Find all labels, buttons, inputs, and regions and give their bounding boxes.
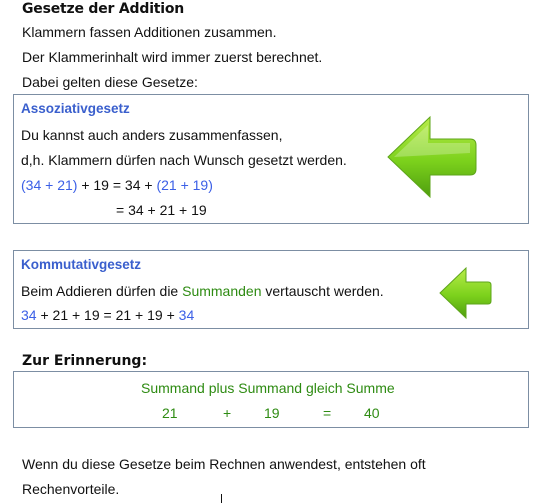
intro-line-3: Dabei gelten diese Gesetze: (22, 74, 198, 90)
text-cursor (221, 494, 222, 503)
assoziativ-line-1: Du kannst auch anders zusammenfassen, (21, 127, 283, 143)
assoziativ-line-2: d,h. Klammern dürfen nach Wunsch gesetzt werden. (21, 152, 347, 168)
page-title: Gesetze der Addition (22, 1, 185, 17)
erinnerung-heading: Zur Erinnerung: (22, 353, 148, 369)
footer-line-1: Wenn du diese Gesetze beim Rechnen anwendest, entstehen oft (22, 456, 426, 472)
erinnerung-op1: + (223, 405, 232, 421)
erinnerung-n3: 40 (364, 405, 380, 421)
erinnerung-line: Summand plus Summand gleich Summe (141, 380, 395, 396)
kommutativ-box (13, 250, 529, 329)
kommutativ-heading: Kommutativgesetz (21, 257, 142, 272)
intro-line-1: Klammern fassen Additionen zusammen. (22, 24, 277, 40)
kommutativ-34-b: 34 (178, 307, 195, 323)
kommutativ-text-a: Beim Addieren dürfen die (21, 283, 183, 299)
erinnerung-op2: = (323, 405, 332, 421)
assoziativ-box (13, 94, 529, 224)
arrow-left-icon (384, 113, 480, 199)
erinnerung-n1: 21 (162, 405, 178, 421)
kommutativ-34-a: 34 (21, 307, 37, 323)
kommutativ-line-1 (21, 283, 384, 299)
eq1-middle: + 19 = 34 + (77, 177, 157, 193)
erinnerung-n2: 19 (264, 405, 280, 421)
footer-line-2: Rechenvorteile. (22, 481, 120, 497)
intro-line-2: Der Klammerinhalt wird immer zuerst berechnet. (22, 49, 323, 65)
kommutativ-text-b: vertauscht werden. (261, 283, 384, 299)
eq1-bracket-a: (34 + 21) (21, 177, 78, 193)
assoziativ-heading: Assoziativgesetz (21, 101, 130, 116)
kommutativ-eq-middle: + 21 + 19 = 21 + 19 + (36, 307, 179, 323)
arrow-left-icon (438, 265, 494, 321)
eq1-bracket-b: (21 + 19) (156, 177, 213, 193)
erinnerung-box (13, 371, 529, 428)
kommutativ-equation (21, 307, 194, 323)
kommutativ-summanden: Summanden (182, 283, 262, 299)
assoziativ-equation-1 (21, 177, 213, 193)
assoziativ-equation-2: = 34 + 21 + 19 (116, 202, 207, 218)
